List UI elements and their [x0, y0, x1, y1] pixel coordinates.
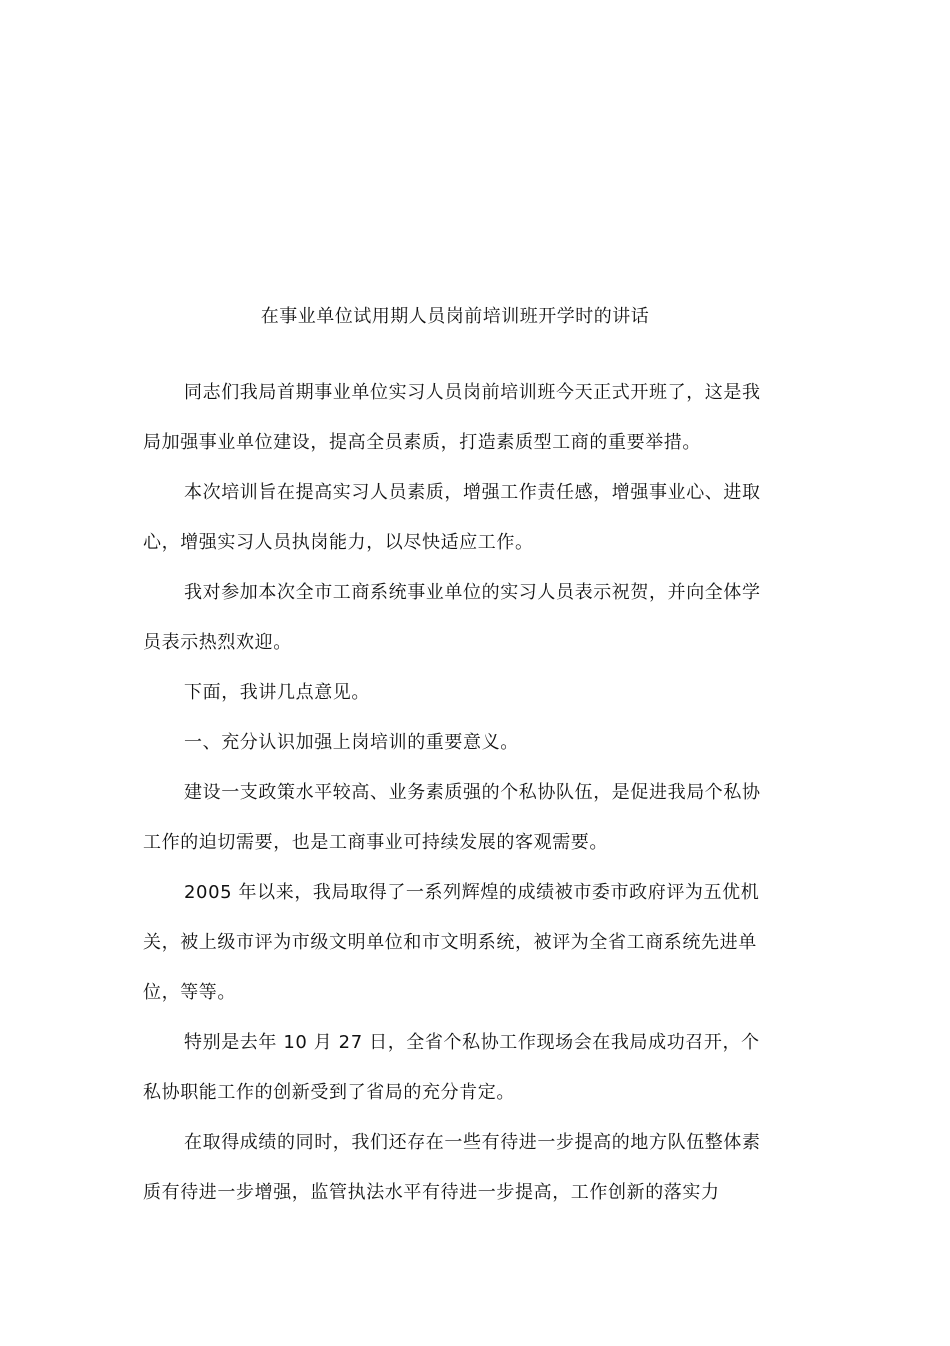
section-heading: 一、充分认识加强上岗培训的重要意义。 [184, 732, 519, 753]
paragraph: 同志们我局首期事业单位实习人员岗前培训班今天正式开班了，这是我局加强事业单位建设，提高全员素质，打造素质型工商的重要举措。 [143, 382, 761, 453]
paragraph: 下面，我讲几点意见。 [184, 682, 370, 703]
paragraph: 特别是去年 10 月 27 日，全省个私协工作现场会在我局成功召开，个私协职能工作的创新受到了省局的充分肯定。 [143, 1032, 760, 1103]
paragraph: 2005 年以来，我局取得了一系列辉煌的成绩被市委市政府评为五优机关，被上级市评为市级文明单位和市文明系统，被评为全省工商系统先进单位，等等。 [143, 882, 760, 1003]
document-body [143, 368, 775, 1218]
paragraph: 在取得成绩的同时，我们还存在一些有待进一步提高的地方队伍整体素质有待进一步增强，监管执法水平有待进一步提高，工作创新的落实力 [143, 1132, 761, 1203]
paragraph: 建设一支政策水平较高、业务素质强的个私协队伍，是促进我局个私协工作的迫切需要，也是工商事业可持续发展的客观需要。 [143, 782, 761, 853]
paragraph: 本次培训旨在提高实习人员素质，增强工作责任感，增强事业心、进取心，增强实习人员执岗能力，以尽快适应工作。 [143, 482, 761, 553]
document-title: 在事业单位试用期人员岗前培训班开学时的讲话 [260, 306, 650, 327]
paragraph: 我对参加本次全市工商系统事业单位的实习人员表示祝贺，并向全体学员表示热烈欢迎。 [143, 582, 761, 653]
